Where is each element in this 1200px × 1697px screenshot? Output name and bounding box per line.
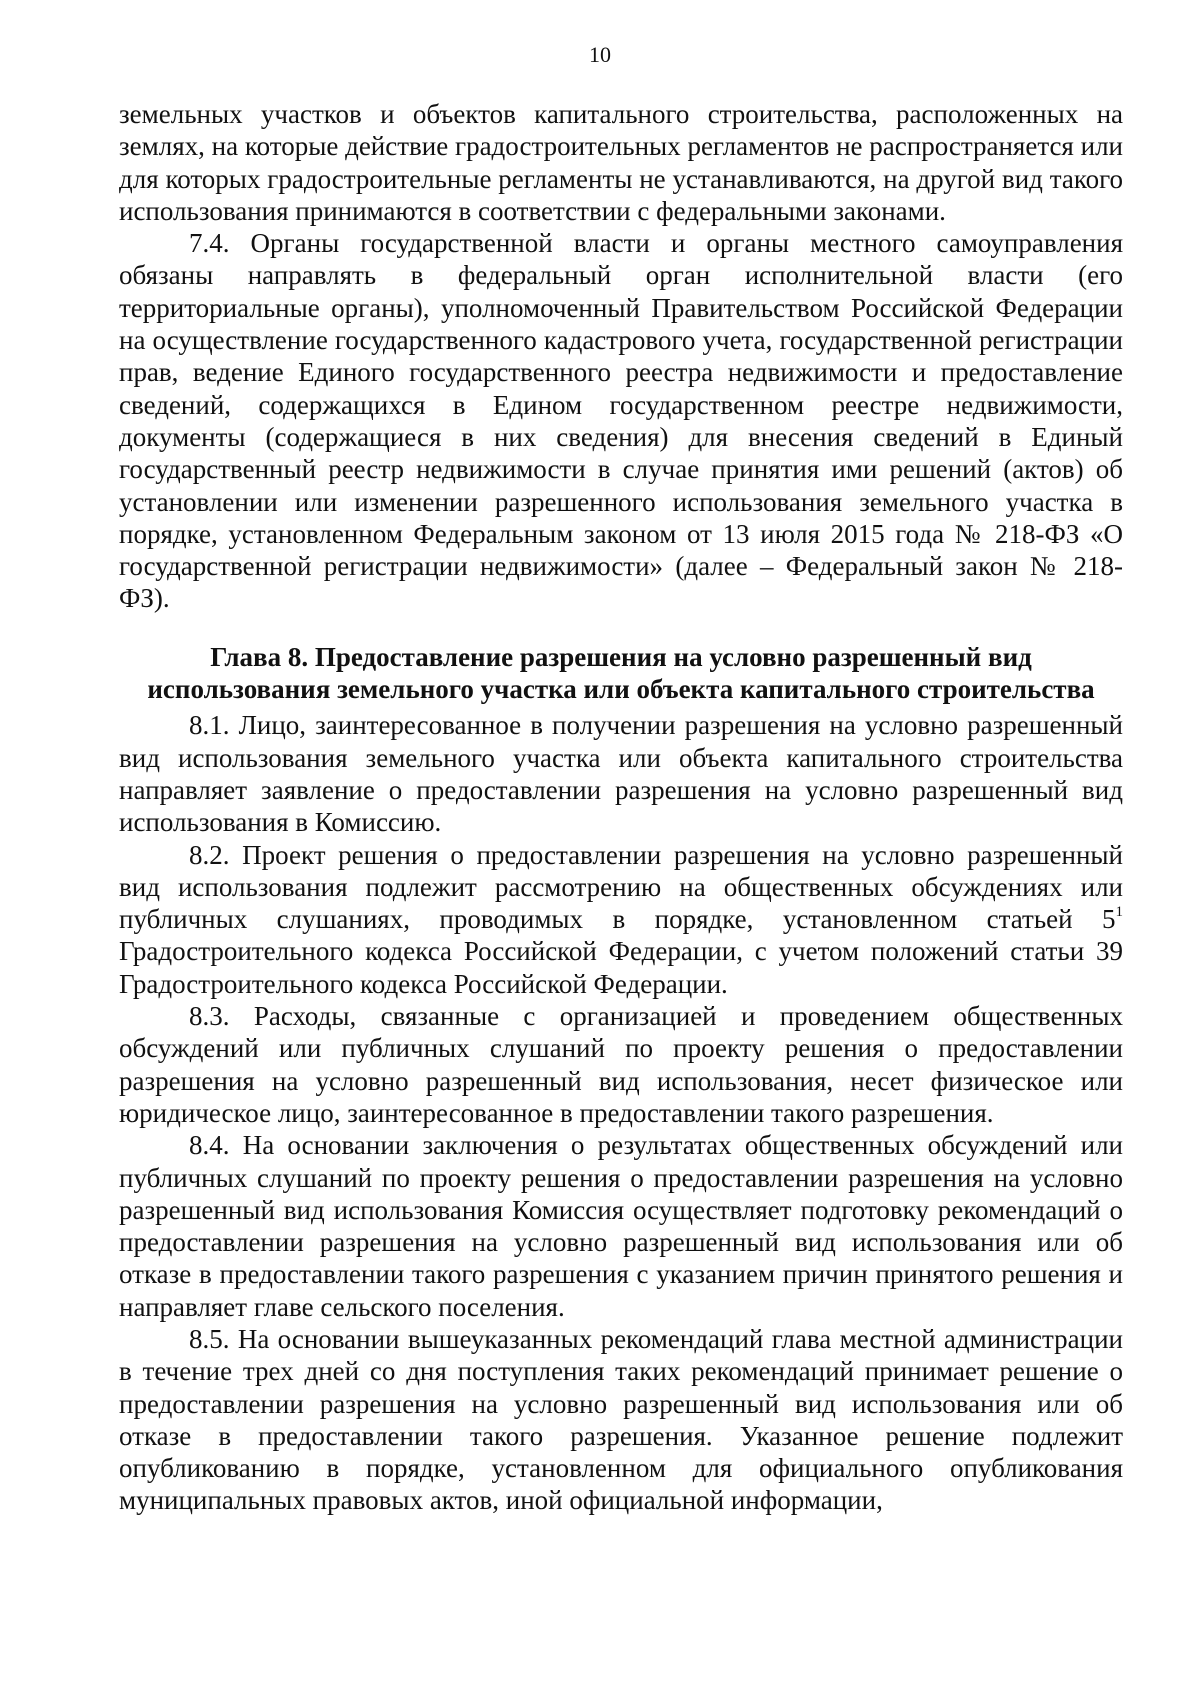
superscript-article-number: 1	[1115, 904, 1123, 921]
paragraph-8-1: 8.1. Лицо, заинтересованное в получении разрешения на условно разрешенный вид использования земельного участка или объекта капитального строительства направляет заявление о предоставлении разрешения на условно разрешенный вид использования в Комиссию.	[119, 710, 1123, 838]
paragraph-7-4: 7.4. Органы государственной власти и органы местного самоуправления обязаны направлять в федеральный орган исполнительной власти (его территориальные органы), уполномоченный Правительством Российской Федерации на осуществление государственного кадастрового учета, государственной регистрации прав, ведение Единого государственного реестра недвижимости и предоставление сведений, содержащихся в Едином государственном реестре недвижимости, документы (содержащиеся в них сведения) для внесения сведений в Единый государственный реестр недвижимости в случае принятия ими решений (актов) об установлении или изменении разрешенного использования земельного участка в порядке, установленном Федеральным законом от 13 июля 2015 года № 218-ФЗ «О государственной регистрации недвижимости» (далее – Федеральный закон № 218-ФЗ).	[119, 228, 1123, 614]
paragraph-8-3: 8.3. Расходы, связанные с организацией и проведением общественных обсуждений или публичных слушаний по проекту решения о предоставлении разрешения на условно разрешенный вид использования, несет физическое или юридическое лицо, заинтересованное в предоставлении такого разрешения.	[119, 1001, 1123, 1128]
paragraph-continuation: земельных участков и объектов капитального строительства, расположенных на землях, на которые действие градостроительных регламентов не распространяется или для которых градостроительные регламенты не устанавливаются, на другой вид такого использования принимаются в соответствии с федеральными законами.	[119, 99, 1123, 226]
paragraph-8-2	[119, 839, 1123, 1000]
chapter-title: Глава 8. Предоставление разрешения на условно разрешенный вид использования земельного участка или объекта капитального строительства	[147, 641, 1095, 705]
paragraph-8-5: 8.5. На основании вышеуказанных рекомендаций глава местной администрации в течение трех дней со дня поступления таких рекомендаций принимает решение о предоставлении разрешения на условно разрешенный вид использования или об отказе в предоставлении такого разрешения. Указанное решение подлежит опубликованию в порядке, установленном для официального опубликования муниципальных правовых актов, иной официальной информации,	[119, 1323, 1123, 1516]
paragraph-8-2-text-after: Градостроительного кодекса Российской Федерации, с учетом положений статьи 39 Градостроительного кодекса Российской Федерации.	[119, 936, 1123, 999]
page-number: 10	[589, 42, 611, 67]
paragraph-8-4: 8.4. На основании заключения о результатах общественных обсуждений или публичных слушаний по проекту решения о предоставлении разрешения на условно разрешенный вид использования Комиссия осуществляет подготовку рекомендаций о предоставлении разрешения на условно разрешенный вид использования или об отказе в предоставлении такого разрешения с указанием причин принятого решения и направляет главе сельского поселения.	[119, 1130, 1123, 1322]
document-body	[119, 98, 1123, 1517]
paragraph-8-2-text-before: 8.2. Проект решения о предоставлении разрешения на условно разрешенный вид использования подлежит рассмотрению на общественных обсуждениях или публичных слушаниях, проводимых в порядке, установленном статьей 5	[119, 839, 1123, 935]
